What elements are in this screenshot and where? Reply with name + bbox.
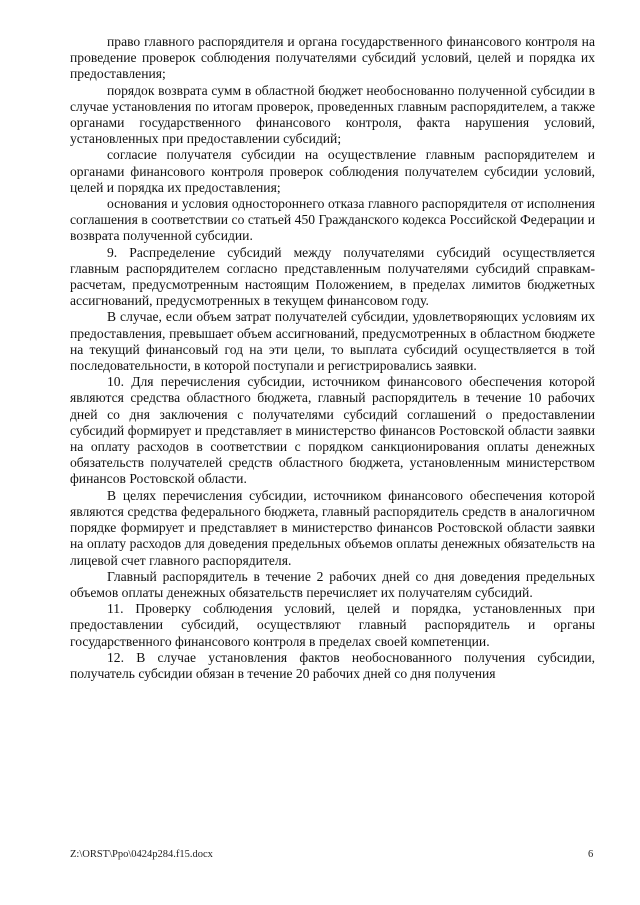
paragraph-section-9: 9. Распределение субсидий между получателями субсидий осуществляется главным распорядителем согласно представленным получателями субсидий справкам-расчетам, предусмотренным настоящим Положением, в пределах лимитов бюджетных ассигнований, предусмотренных в текущем финансовом году. [70,244,595,309]
paragraph-section-10: 10. Для перечисления субсидии, источником финансового обеспечения которой являются средства областного бюджета, главный распорядитель в течение 10 рабочих дней со дня заключения с получателями субсидий соглашений о предоставлении субсидий формирует и представляет в министерство финансов Ростовской области заявки на оплату расходов в соответствии с порядком санкционирования оплаты денежных обязательств получателей средств областного бюджета, установленным министерством финансов Ростовской области. [70,374,595,487]
paragraph: В случае, если объем затрат получателей субсидии, удовлетворяющих условиям их предоставления, превышает объем ассигнований, предусмотренных в областном бюджете на текущий финансовый год на эти цели, то выплата субсидий осуществляется в той последовательности, в которой поступали и регистрировались заявки. [70,309,595,374]
page-number: 6 [588,849,594,860]
document-body [70,34,595,682]
paragraph: В целях перечисления субсидии, источником финансового обеспечения которой являются средства федерального бюджета, главный распорядитель средств в аналогичном порядке формирует и представляет в министерство финансов Ростовской области заявки на оплату расходов для доведения предельных объемов оплаты денежных обязательств на лицевой счет главного распорядителя. [70,487,595,568]
paragraph-section-12: 12. В случае установления фактов необоснованного получения субсидии, получатель субсидии обязан в течение 20 рабочих дней со дня получения [70,649,595,681]
footer-file-path: Z:\ORST\Ppo\0424p284.f15.docx [70,849,213,860]
paragraph: порядок возврата сумм в областной бюджет необоснованно полученной субсидии в случае установления по итогам проверок, проведенных главным распорядителем, а также органами государственного финансового контроля, факта нарушения условий, установленных при предоставлении субсидий; [70,82,595,147]
paragraph: Главный распорядитель в течение 2 рабочих дней со дня доведения предельных объемов оплаты денежных обязательств перечисляет их получателям субсидий. [70,568,595,600]
paragraph: право главного распорядителя и органа государственного финансового контроля на проведение проверок соблюдения получателями субсидий условий, целей и порядка их предоставления; [70,34,595,82]
paragraph: согласие получателя субсидии на осуществление главным распорядителем и органами финансового контроля проверок соблюдения получателем субсидии условий, целей и порядка их предоставления; [70,147,595,195]
paragraph: основания и условия одностороннего отказа главного распорядителя от исполнения соглашения в соответствии со статьей 450 Гражданского кодекса Российской Федерации и возврата полученной субсидии. [70,196,595,244]
paragraph-section-11: 11. Проверку соблюдения условий, целей и порядка, установленных при предоставлении субсидий, осуществляют главный распорядитель и органы государственного финансового контроля в пределах своей компетенции. [70,601,595,649]
